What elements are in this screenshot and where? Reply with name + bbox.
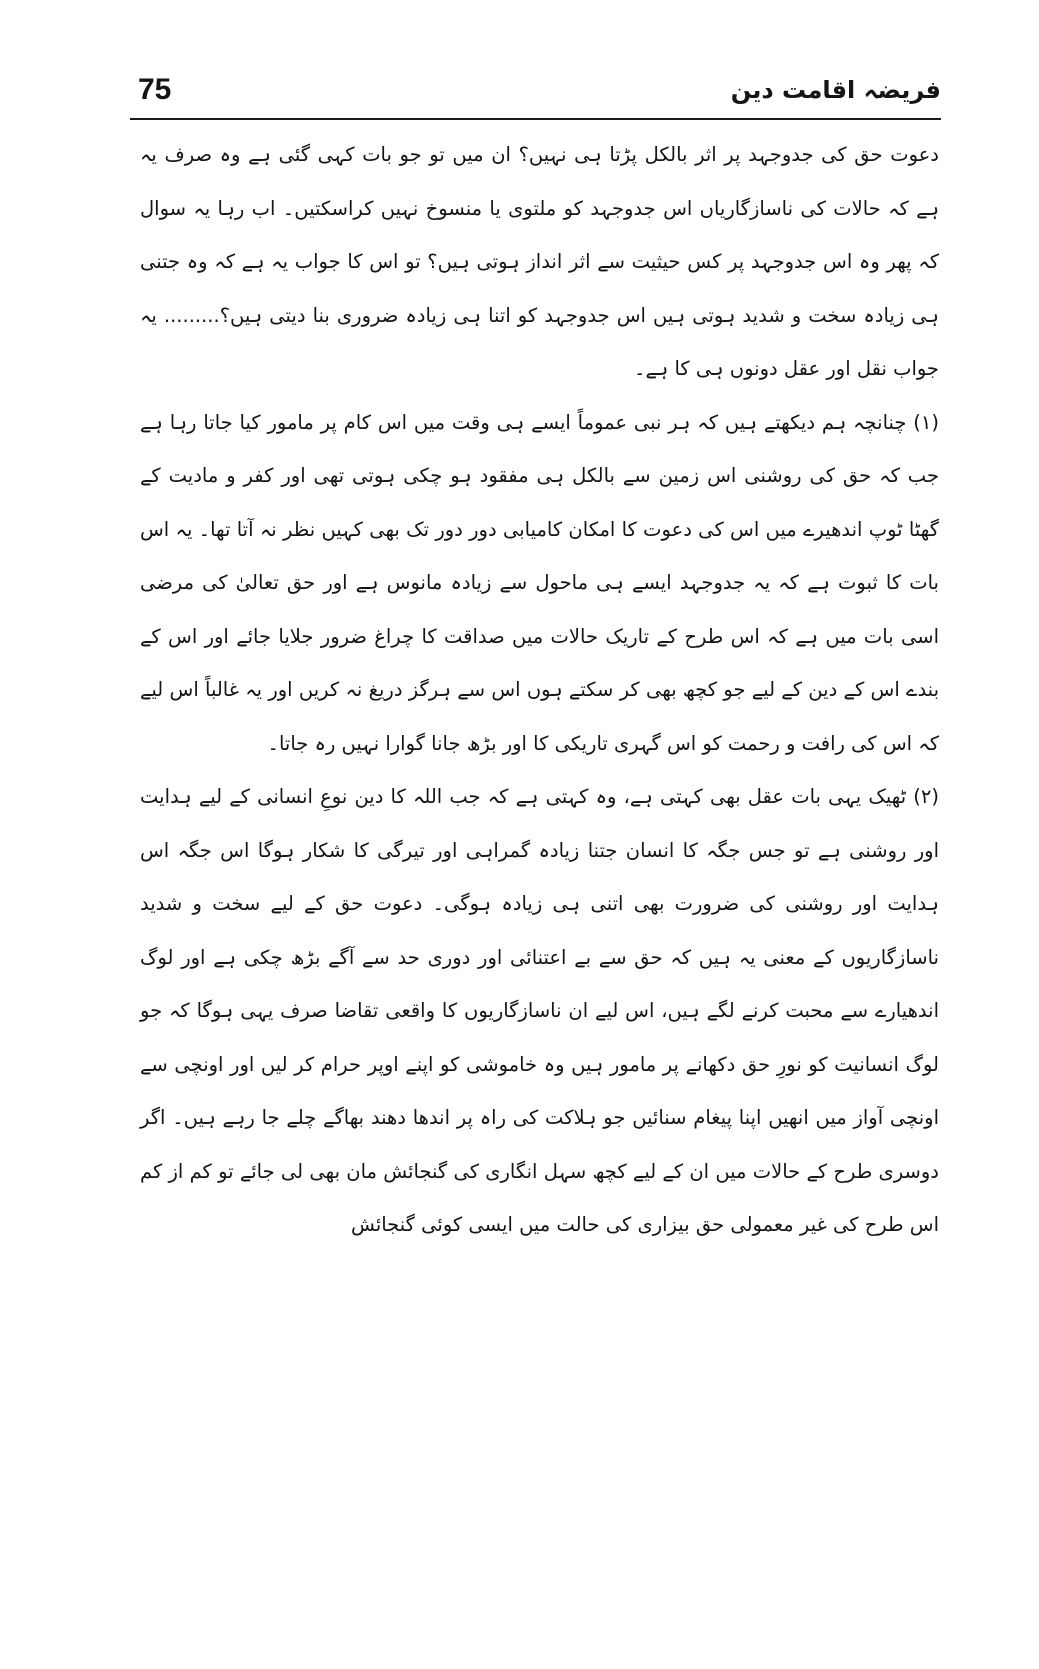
paragraph: (۲) ٹھیک یہی بات عقل بھی کہتی ہے، وہ کہتی ہے کہ جب اللہ کا دین نوعِ انسانی کے لیے ہدایت اور روشنی ہے تو جس جگہ کا انسان جتنا زیادہ گمراہی اور تیرگی کا شکار ہوگا اس جگہ اس ہدایت اور روشنی کی ضرورت بھی اتنی ہی زیادہ ہوگی۔ دعوت حق کے لیے سخت و شدید ناسازگاریوں کے معنی یہ ہیں کہ حق سے بے اعتنائی اور دوری حد سے آگے بڑھ چکی ہے اور لوگ اندھیارے سے محبت کرنے لگے ہیں، اس لیے ان ناسازگاریوں کا واقعی تقاضا صرف یہی ہوگا کہ جو لوگ انسانیت کو نورِ حق دکھانے پر مامور ہیں وہ خاموشی کو اپنے اوپر حرام کر لیں اور اونچی سے اونچی آواز میں انھیں اپنا پیغام سنائیں جو ہلاکت کی راہ پر اندھا دھند بھاگے چلے جا رہے ہیں۔ اگر دوسری طرح کے حالات میں ان کے لیے کچھ سہل انگاری کی گنجائش مان بھی لی جائے تو کم از کم اس طرح کی غیر معمولی حق بیزاری کی حالت میں ایسی کوئی گنجائش [140, 785, 939, 1236]
running-title: فریضہ اقامت دین [730, 76, 941, 104]
paragraph: دعوت حق کی جدوجہد پر اثر بالکل پڑتا ہی نہیں؟ ان میں تو جو بات کہی گئی ہے وہ صرف یہ ہے کہ حالات کی ناسازگاریاں اس جدوجہد کو ملتوی یا منسوخ نہیں کراسکتیں۔ اب رہا یہ سوال کہ پھر وہ اس جدوجہد پر کس حیثیت سے اثر انداز ہوتی ہیں؟ تو اس کا جواب یہ ہے کہ وہ جتنی ہی زیادہ سخت و شدید ہوتی ہیں اس جدوجہد کو اتنا ہی زیادہ ضروری بنا دیتی ہیں؟......... یہ جواب نقل اور عقل دونوں ہی کا ہے۔ [140, 143, 939, 380]
body-text [140, 128, 939, 1252]
page-number: 75 [138, 73, 172, 106]
paragraph: (۱) چنانچہ ہم دیکھتے ہیں کہ ہر نبی عموماً ایسے ہی وقت میں اس کام پر مامور کیا جاتا رہا ہے جب کہ حق کی روشنی اس زمین سے بالکل ہی مفقود ہو چکی ہوتی تھی اور کفر و مادیت کے گھٹا ٹوپ اندھیرے میں اس کی دعوت کا امکان کامیابی دور دور تک بھی کہیں نظر نہ آتا تھا۔ یہ اس بات کا ثبوت ہے کہ یہ جدوجہد ایسے ہی ماحول سے زیادہ مانوس ہے اور حق تعالیٰ کی مرضی اسی بات میں ہے کہ اس طرح کے تاریک حالات میں صداقت کا چراغ ضرور جلایا جائے اور اس کے بندے اس کے دین کے لیے جو کچھ بھی کر سکتے ہوں اس سے ہرگز دریغ نہ کریں اور یہ غالباً اس لیے کہ اس کی رافت و رحمت کو اس گہری تاریکی کا اور بڑھ جانا گوارا نہیں رہ جاتا۔ [140, 410, 939, 755]
header-divider [130, 118, 941, 120]
